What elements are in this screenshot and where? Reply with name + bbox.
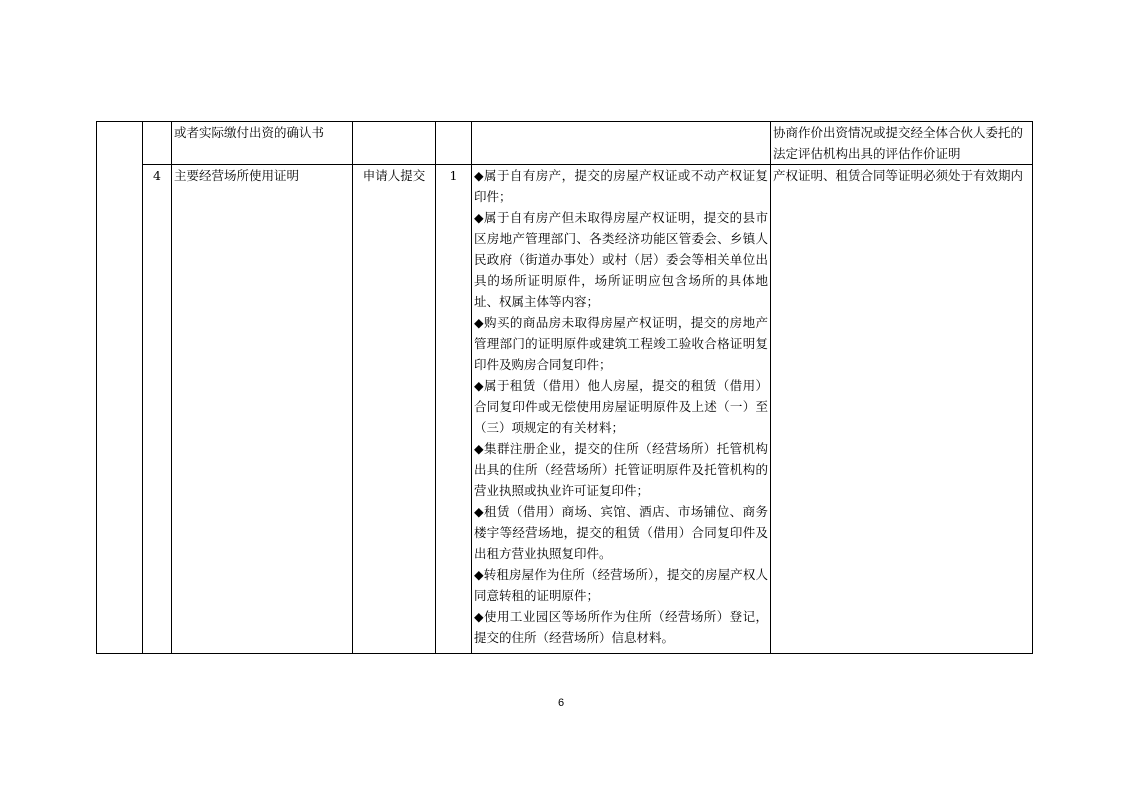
requirement-item: ◆属于自有房产但未取得房屋产权证明，提交的县市区房地产管理部门、各类经济功能区管委会、乡镇人民政府（街道办事处）或村（居）委会等相关单位出具的场所证明原件，场所证明应包含场所的具体地址、权属主体等内容； — [474, 210, 768, 309]
table-row — [97, 165, 1033, 654]
copies-cell — [436, 122, 472, 165]
requirement-item: ◆属于自有房产，提交的房屋产权证或不动产权证复印件； — [474, 168, 768, 204]
requirement-item: ◆租赁（借用）商场、宾馆、酒店、市场铺位、商务楼宇等经营场地，提交的租赁（借用）合同复印件及出租方营业执照复印件。 — [474, 504, 768, 561]
requirement-item: ◆转租房屋作为住所（经营场所），提交的房屋产权人同意转租的证明原件； — [474, 567, 768, 603]
row-number: 4 — [143, 165, 172, 654]
requirement-item: ◆集群注册企业，提交的住所（经营场所）托管机构出具的住所（经营场所）托管证明原件及托管机构的营业执照或执业许可证复印件； — [474, 441, 768, 498]
item-name: 主要经营场所使用证明 — [172, 165, 353, 654]
submitter: 申请人提交 — [353, 165, 436, 654]
category-cell — [97, 122, 143, 654]
number-cell — [143, 122, 172, 165]
remarks: 产权证明、租赁合同等证明必须处于有效期内 — [771, 165, 1033, 654]
materials-table — [96, 121, 1033, 654]
requirements — [472, 165, 771, 654]
requirements-cell — [472, 122, 771, 165]
remarks-cell: 协商作价出资情况或提交经全体合伙人委托的法定评估机构出具的评估作价证明 — [771, 122, 1033, 165]
requirement-item: ◆属于租赁（借用）他人房屋，提交的租赁（借用）合同复印件或无偿使用房屋证明原件及上述（一）至（三）项规定的有关材料； — [474, 378, 768, 435]
requirement-item: ◆购买的商品房未取得房屋产权证明，提交的房地产管理部门的证明原件或建筑工程竣工验收合格证明复印件及购房合同复印件； — [474, 315, 768, 372]
table-row — [97, 122, 1033, 165]
submitter-cell — [353, 122, 436, 165]
requirement-item: ◆使用工业园区等场所作为住所（经营场所）登记，提交的住所（经营场所）信息材料。 — [474, 609, 768, 645]
page-number: 6 — [557, 697, 565, 709]
copies: 1 — [436, 165, 472, 654]
item-cell: 或者实际缴付出资的确认书 — [172, 122, 353, 165]
